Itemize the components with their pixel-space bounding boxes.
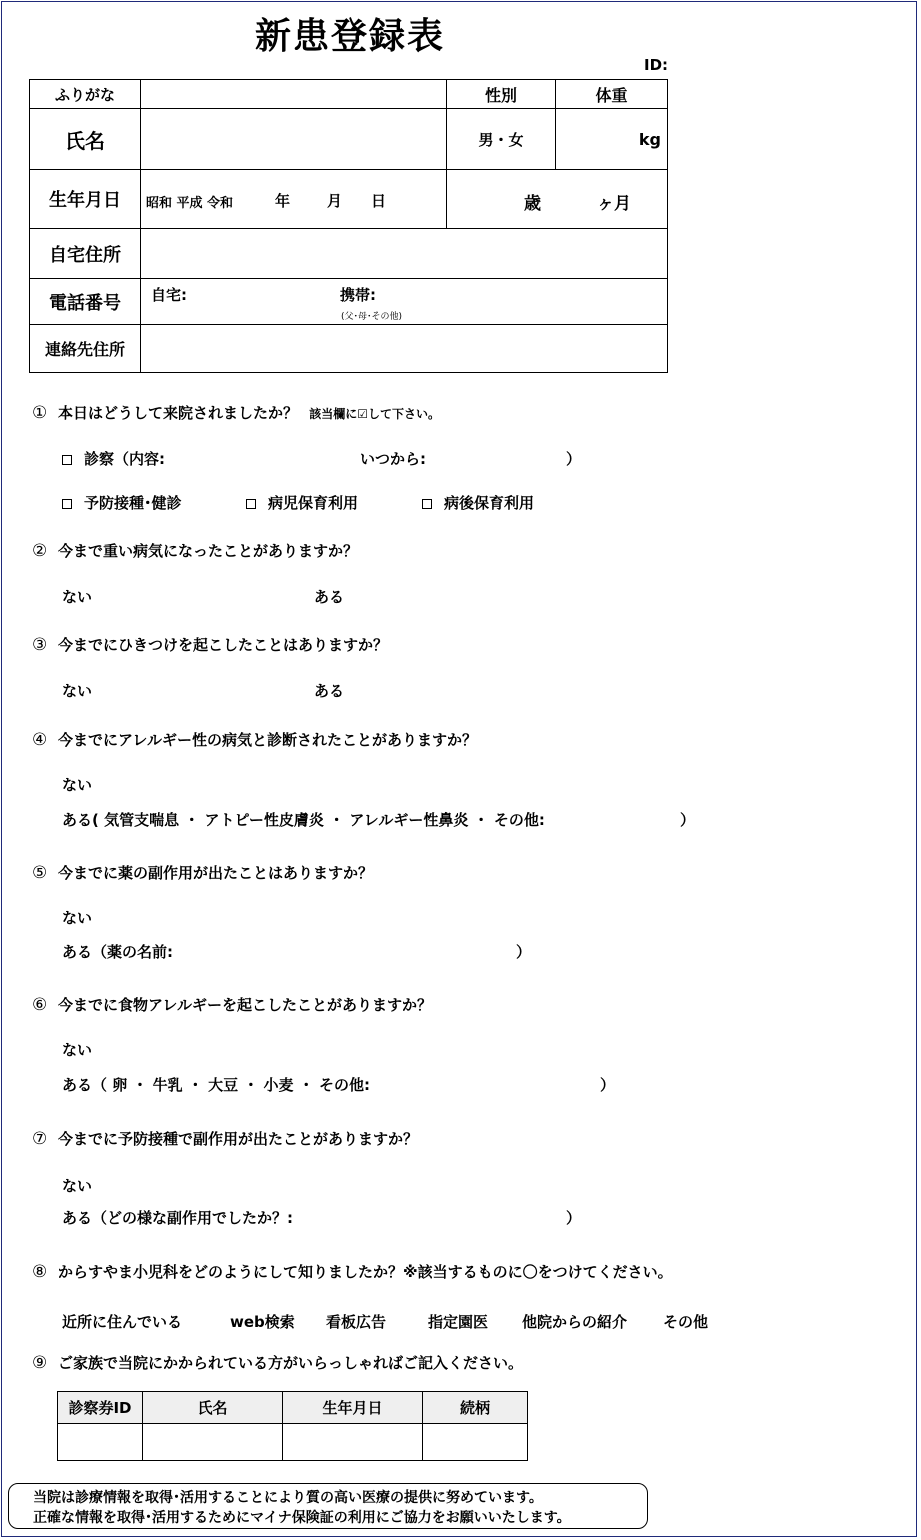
name-field[interactable] — [140, 108, 447, 170]
q7-close-paren: ） — [566, 1209, 582, 1227]
q3-no-option[interactable]: ない — [62, 682, 93, 700]
question-3 — [32, 634, 388, 655]
q2-yes-option[interactable]: ある — [314, 588, 345, 606]
q8-option-signboard[interactable]: 看板広告 — [326, 1313, 387, 1331]
q1-post-care-option[interactable] — [422, 492, 534, 513]
birthdate-field[interactable] — [140, 169, 447, 229]
question-8 — [32, 1261, 673, 1282]
age-field[interactable] — [446, 169, 668, 229]
question-number: ③ — [32, 635, 48, 655]
q1-sick-care-option[interactable] — [246, 492, 358, 513]
weight-unit: kg — [638, 130, 661, 149]
q7-yes-option[interactable]: ある（どの様な副作用でしたか？: — [62, 1209, 294, 1227]
family-header-birthdate: 生年月日 — [282, 1391, 423, 1424]
mobile-phone-label: 携帯: — [340, 286, 376, 304]
q5-no-option[interactable]: ない — [62, 909, 93, 927]
address-field[interactable] — [140, 228, 668, 279]
age-months-label: ヶ月 — [597, 194, 631, 214]
q6-close-paren: ） — [600, 1076, 616, 1094]
q4-no-option[interactable]: ない — [62, 776, 93, 794]
question-1 — [32, 402, 440, 423]
footer-note-line-2: 正確な情報を取得･活用するためにマイナ保険証の利用にご協力をお願いいたします。 — [33, 1510, 571, 1526]
q8-option-other[interactable]: その他 — [663, 1313, 709, 1331]
question-hint: 該当欄に☑して下さい。 — [309, 407, 441, 421]
family-header-name: 氏名 — [142, 1391, 283, 1424]
q4-yes-option[interactable]: ある( 気管支喘息 ・ アトピー性皮膚炎 ・ アレルギー性鼻炎 ・ その他: — [62, 811, 545, 829]
checkbox-icon[interactable] — [62, 499, 72, 509]
q8-option-nursery[interactable]: 指定園医 — [428, 1313, 489, 1331]
mobile-note: (父･母･その他) — [341, 312, 403, 322]
q8-option-referral[interactable]: 他院からの紹介 — [522, 1313, 628, 1331]
question-number: ① — [32, 403, 48, 423]
q1-exam-option[interactable] — [62, 448, 165, 469]
q5-close-paren: ） — [516, 943, 532, 961]
q6-yes-option[interactable]: ある（ 卵 ・ 牛乳 ・ 大豆 ・ 小麦 ・ その他: — [62, 1076, 370, 1094]
family-cell-birthdate[interactable] — [282, 1423, 423, 1461]
question-number: ⑥ — [32, 995, 48, 1015]
question-text: ご家族で当院にかかられている方がいらっしゃればご記入ください。 — [58, 1354, 524, 1372]
question-number: ④ — [32, 730, 48, 750]
contact-address-field[interactable] — [140, 324, 668, 373]
furigana-field[interactable] — [140, 79, 447, 109]
q6-no-option[interactable]: ない — [62, 1041, 93, 1059]
checkbox-icon[interactable] — [246, 499, 256, 509]
q8-option-neighbor[interactable]: 近所に住んでいる — [62, 1313, 183, 1331]
question-number: ② — [32, 541, 48, 561]
checkbox-icon[interactable] — [422, 499, 432, 509]
day-label: 日 — [371, 192, 387, 210]
family-header-relation: 続柄 — [422, 1391, 528, 1424]
q1-since-label: いつから: — [360, 450, 426, 468]
form-title: 新患登録表 — [254, 16, 445, 57]
family-cell-name[interactable] — [142, 1423, 283, 1461]
q2-no-option[interactable]: ない — [62, 588, 93, 606]
question-number: ⑧ — [32, 1262, 48, 1282]
question-text: 今までにひきつけを起こしたことはありますか？ — [58, 636, 389, 654]
phone-label: 電話番号 — [29, 278, 141, 325]
question-number: ⑨ — [32, 1353, 48, 1373]
checkbox-icon[interactable] — [62, 455, 72, 465]
month-label: 月 — [327, 192, 343, 210]
weight-field[interactable] — [555, 108, 668, 170]
year-label: 年 — [275, 192, 291, 210]
option-label: 病後保育利用 — [444, 494, 535, 512]
home-phone-label: 自宅: — [151, 286, 187, 304]
phone-field[interactable] — [140, 278, 668, 325]
footer-note — [8, 1483, 648, 1529]
gender-choice[interactable]: 男・女 — [446, 108, 556, 170]
furigana-label: ふりがな — [29, 79, 141, 109]
q4-close-paren: ） — [680, 811, 696, 829]
q7-no-option[interactable]: ない — [62, 1177, 93, 1195]
birthdate-label: 生年月日 — [29, 169, 141, 229]
question-9 — [32, 1352, 523, 1373]
family-cell-id[interactable] — [57, 1423, 143, 1461]
age-years-label: 歳 — [524, 194, 541, 214]
question-text: 今までに予防接種で副作用が出たことがありますか？ — [58, 1130, 419, 1148]
question-number: ⑤ — [32, 863, 48, 883]
id-label: ID: — [644, 56, 669, 74]
option-label: 病児保育利用 — [268, 494, 359, 512]
question-text: 今までに薬の副作用が出たことはありますか？ — [58, 864, 374, 882]
contact-address-label: 連絡先住所 — [29, 324, 141, 373]
q8-option-web[interactable]: web検索 — [230, 1313, 295, 1331]
address-label: 自宅住所 — [29, 228, 141, 279]
family-cell-relation[interactable] — [422, 1423, 528, 1461]
question-text: 今まで重い病気になったことがありますか？ — [58, 542, 359, 560]
era-options[interactable]: 昭和 平成 令和 — [146, 196, 234, 211]
question-text: 今までにアレルギー性の病気と診断されたことがありますか？ — [58, 731, 478, 749]
question-text: 本日はどうして来院されましたか？ — [58, 404, 299, 422]
question-2 — [32, 540, 358, 561]
footer-note-line-1: 当院は診療情報を取得･活用することにより質の高い医療の提供に努めています。 — [33, 1490, 543, 1506]
question-5 — [32, 862, 373, 883]
q1-close-paren: ） — [566, 450, 582, 468]
q1-vaccine-option[interactable] — [62, 492, 182, 513]
gender-header: 性別 — [446, 79, 556, 109]
question-4 — [32, 729, 477, 750]
q5-yes-option[interactable]: ある（薬の名前: — [62, 943, 173, 961]
q3-yes-option[interactable]: ある — [314, 682, 345, 700]
question-7 — [32, 1128, 418, 1149]
question-number: ⑦ — [32, 1129, 48, 1149]
family-header-id: 診察券ID — [57, 1391, 143, 1424]
option-label: 予防接種･健診 — [84, 494, 182, 512]
question-6 — [32, 994, 432, 1015]
option-label: 診察（内容: — [84, 450, 165, 468]
question-text: からすやま小児科をどのようにして知りましたか？※該当するものに〇をつけてください。 — [58, 1263, 673, 1281]
question-text: 今までに食物アレルギーを起こしたことがありますか？ — [58, 996, 433, 1014]
name-label: 氏名 — [29, 108, 141, 170]
weight-header: 体重 — [555, 79, 668, 109]
